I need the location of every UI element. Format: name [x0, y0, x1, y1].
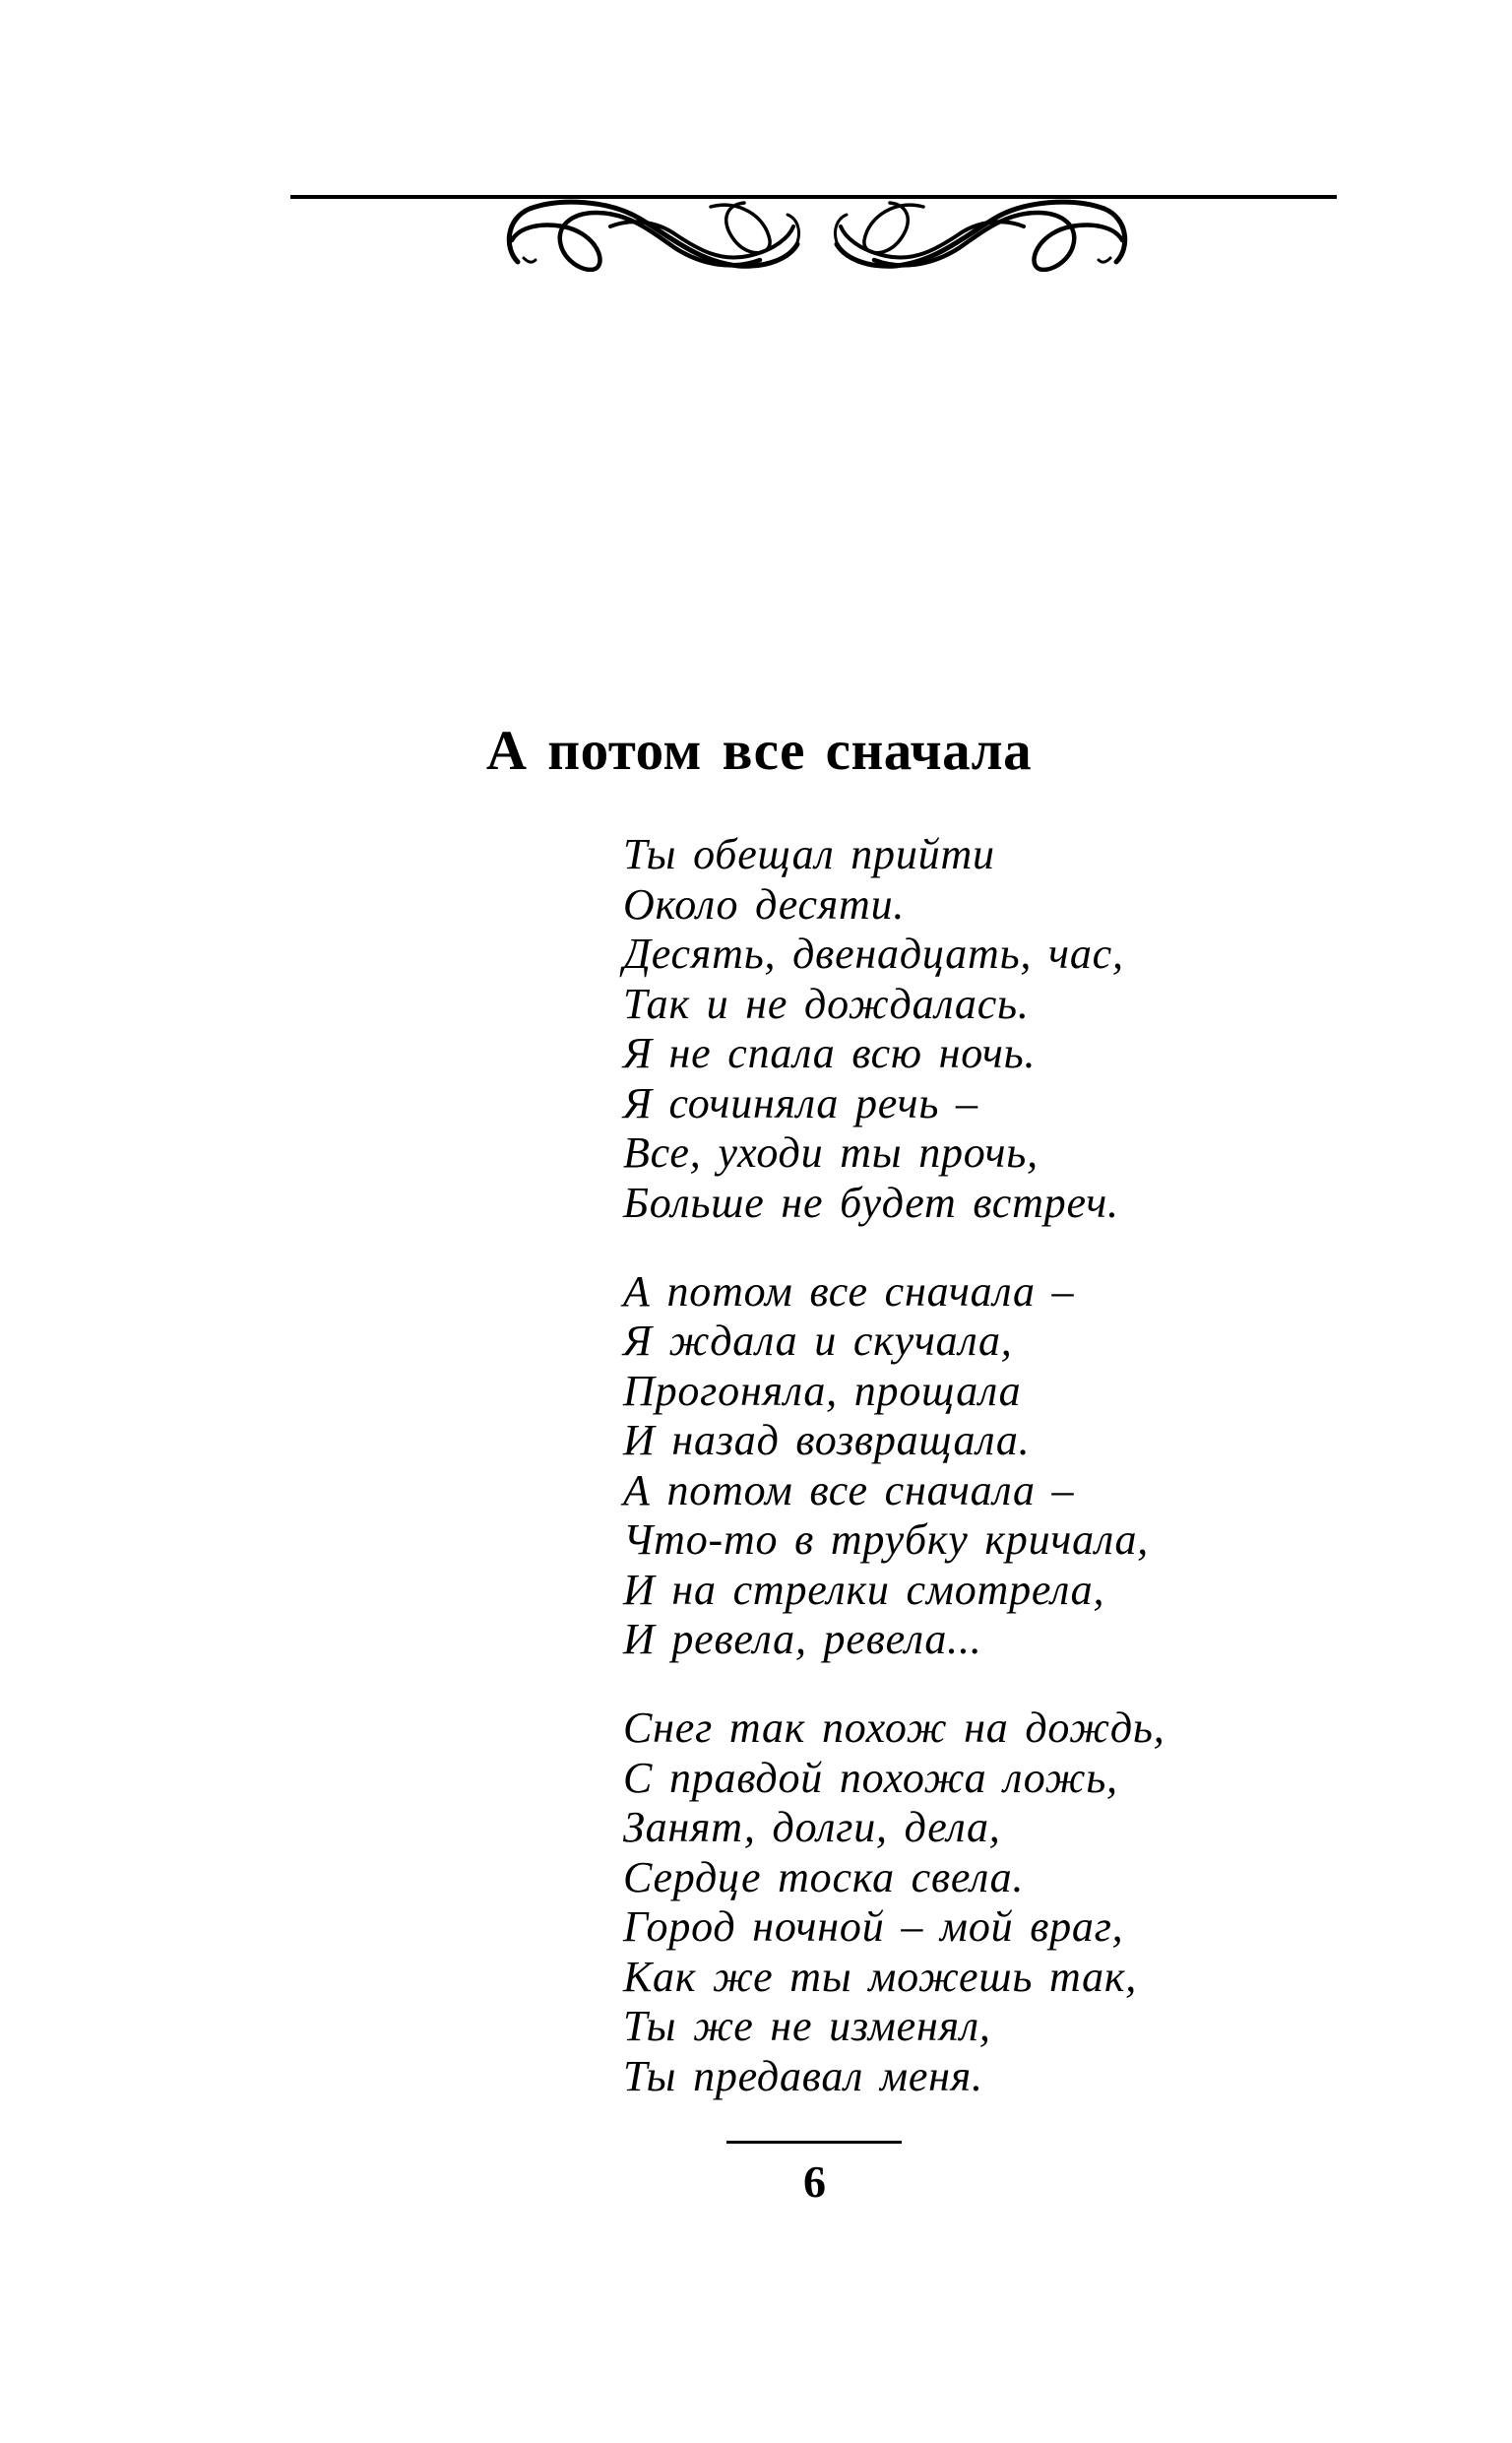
poem-line: Ты предавал меня. — [623, 2051, 983, 2100]
poem-line: Прогоняла, прощала — [623, 1366, 1022, 1415]
poem-line: Я ждала и скучала, — [623, 1317, 1013, 1365]
poem-line: Я не спала всю ночь. — [623, 1029, 1037, 1077]
poem-line: Я сочиняла речь – — [623, 1078, 978, 1127]
poem-body — [623, 830, 1166, 2101]
footer-rule — [726, 2141, 902, 2144]
stanza-2 — [623, 1267, 1166, 1665]
poem-line: Около десяти. — [623, 879, 906, 929]
poem-line: Город ночной – мой враг, — [623, 1902, 1124, 1951]
poem-line: Сердце тоска свела. — [623, 1852, 1025, 1901]
page-number: 6 — [803, 2156, 826, 2207]
flourish-ornament-icon — [502, 197, 1132, 272]
poem-line: Как же ты можешь так, — [623, 1952, 1138, 2001]
stanza-3 — [623, 1704, 1166, 2101]
poem-title: А потом все сначала — [485, 720, 1033, 782]
poem-line: И назад возвращала. — [623, 1416, 1031, 1464]
poem-line: Ты обещал прийти — [623, 830, 995, 878]
poem-line: Занят, долги, дела, — [623, 1803, 1001, 1851]
poem-line: Что-то в трубку кричала, — [623, 1515, 1150, 1564]
stanza-1 — [623, 830, 1166, 1228]
poem-line: Снег так похож на дождь, — [623, 1704, 1166, 1752]
poem-line: Ты же не изменял, — [623, 2002, 991, 2050]
poem-line: И на стрелки смотрела, — [623, 1565, 1105, 1614]
poem-line: И ревела, ревела... — [623, 1615, 982, 1663]
poem-line: Все, уходи ты прочь, — [623, 1128, 1039, 1177]
poem-line: Так и не дождалась. — [623, 979, 1030, 1028]
poem-line: Десять, двенадцать, час, — [623, 930, 1124, 978]
poem-line: А потом все сначала – — [623, 1266, 1075, 1316]
poem-line: А потом все сначала – — [623, 1465, 1075, 1514]
poem-line: С правдой похожа ложь, — [623, 1753, 1118, 1802]
poem-line: Больше не будет встреч. — [623, 1178, 1119, 1227]
